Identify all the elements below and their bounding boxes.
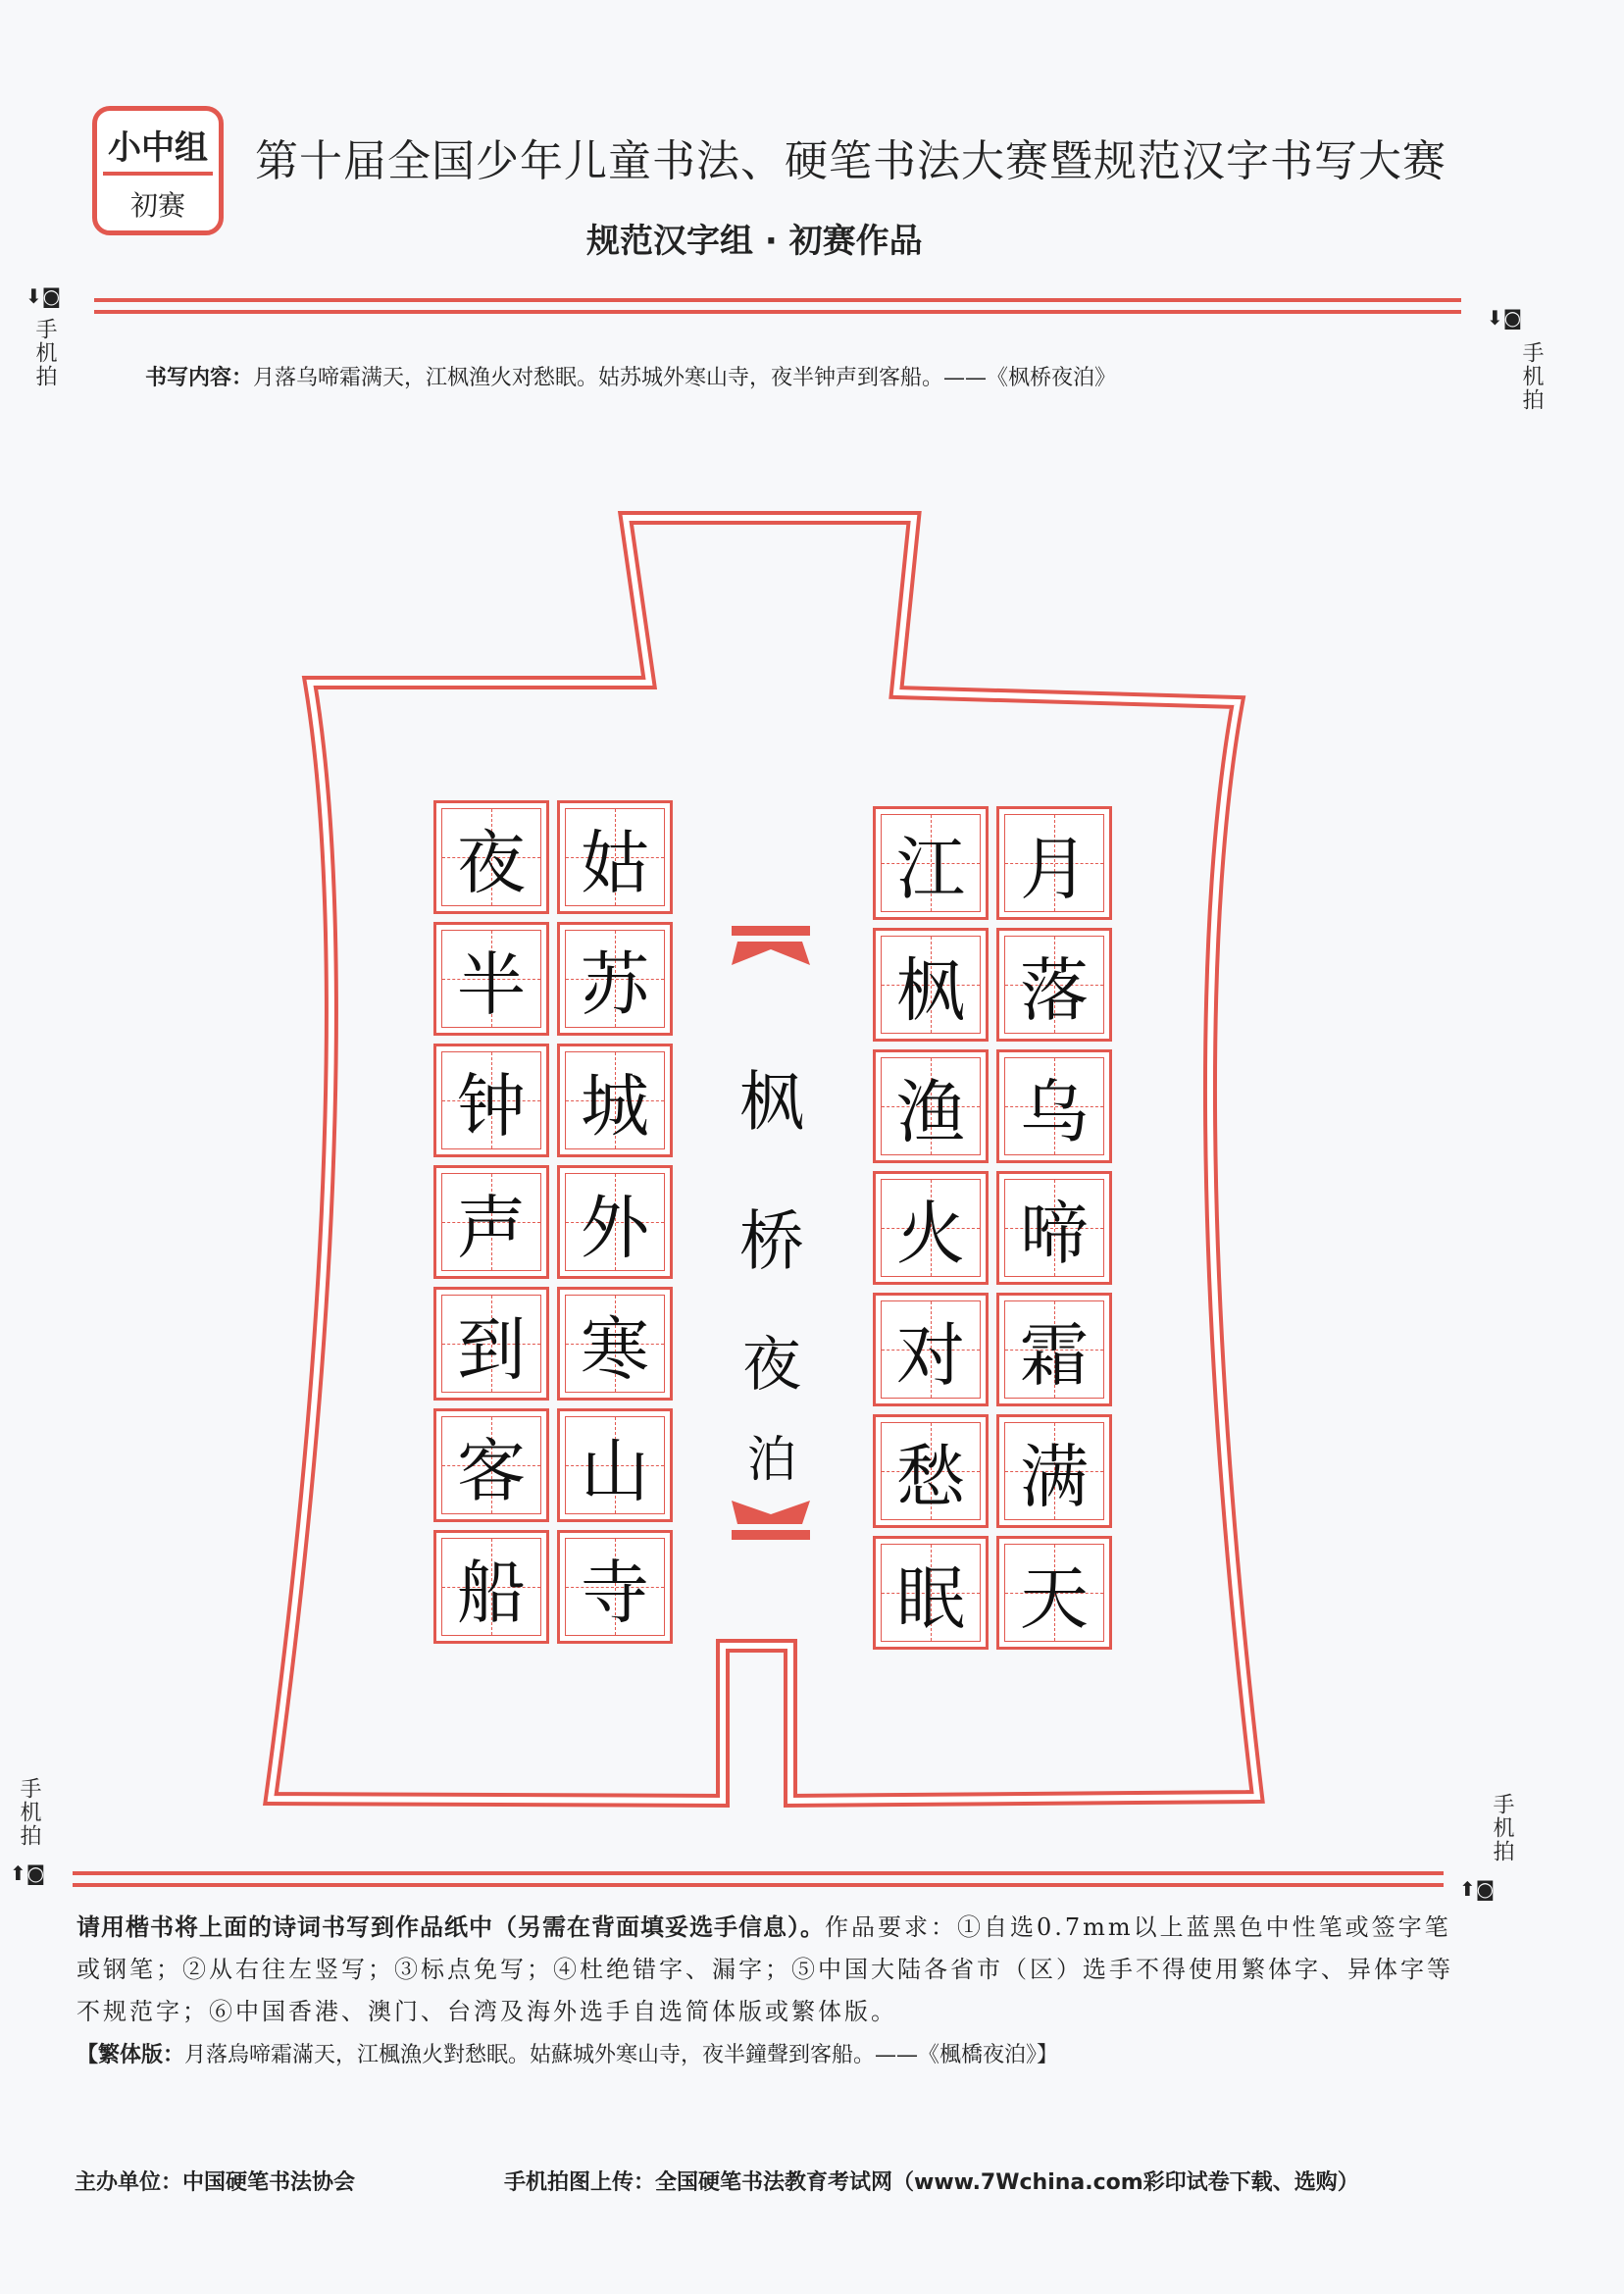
poem-char: 寒 xyxy=(581,1308,649,1390)
poem-cell xyxy=(557,1287,673,1401)
poem-cell xyxy=(433,1165,549,1279)
poem-char: 天 xyxy=(1020,1557,1089,1639)
work-title-char-3: 夜 xyxy=(742,1331,801,1400)
poem-cell xyxy=(433,1287,549,1401)
poem-cell xyxy=(873,928,989,1042)
poem-cell xyxy=(557,1530,673,1644)
poem-char: 城 xyxy=(581,1065,649,1147)
poem-cell xyxy=(557,922,673,1036)
work-title-char-4: 泊 xyxy=(747,1431,796,1488)
traditional-text: 月落烏啼霜滿天，江楓漁火對愁眠。姑蘇城外寒山寺，夜半鐘聲到客船。——《楓橋夜泊》】 xyxy=(184,2043,1059,2067)
poem-cell xyxy=(557,800,673,914)
upload-info: 手机拍图上传：全国硬笔书法教育考试网（www.7Wchina.com彩印试卷下载、选购） xyxy=(504,2170,1359,2195)
poem-char: 船 xyxy=(457,1552,526,1633)
side-label-bottom-left: 手机拍 xyxy=(17,1777,41,1848)
content-text: 月落乌啼霜满天，江枫渔火对愁眠。姑苏城外寒山寺，夜半钟声到客船。——《枫桥夜泊》 xyxy=(253,366,1117,390)
poem-cell xyxy=(557,1165,673,1279)
poem-cell xyxy=(996,928,1112,1042)
poem-char: 江 xyxy=(896,828,965,909)
traditional-version xyxy=(76,2038,1058,2068)
poem-cell xyxy=(557,1408,673,1522)
poem-char: 客 xyxy=(457,1430,526,1511)
work-title-char-1: 枫 xyxy=(739,1064,804,1140)
poem-char: 落 xyxy=(1020,949,1089,1031)
badge-group-label: 小中组 xyxy=(103,117,213,176)
poem-char: 钟 xyxy=(457,1065,526,1147)
poem-cell xyxy=(873,1049,989,1163)
poem-cell xyxy=(873,806,989,920)
poem-cell xyxy=(433,800,549,914)
organizer: 主办单位：中国硬笔书法协会 xyxy=(75,2170,356,2195)
side-label-top-left: 手机拍 xyxy=(32,318,57,388)
poem-cell xyxy=(873,1536,989,1650)
poem-char: 夜 xyxy=(457,822,526,903)
poem-char: 姑 xyxy=(581,822,649,903)
work-title-char-2: 桥 xyxy=(739,1203,804,1279)
poem-char: 声 xyxy=(457,1187,526,1268)
footer-divider-bottom xyxy=(73,1883,1444,1887)
poem-char: 满 xyxy=(1020,1436,1089,1517)
poem-cell xyxy=(996,1293,1112,1406)
poem-char: 霜 xyxy=(1020,1314,1089,1396)
camera-icon-top-right: ⬇◙ xyxy=(1487,306,1523,330)
poem-cell xyxy=(433,1044,549,1157)
poem-cell xyxy=(557,1044,673,1157)
poem-char: 外 xyxy=(581,1187,649,1268)
requirements-body: 作品要求：①自选0.7mm以上蓝黑色中性笔或签字笔或钢笔；②从右往左竖写；③标点免写；④杜绝错字、漏字；⑤中国大陆各省市（区）选手不得使用繁体字、异体字等不规范字；⑥中国香港、澳门、台湾及海外选手自选简体版或繁体版。 xyxy=(76,1913,1453,2025)
poem-char: 半 xyxy=(457,943,526,1025)
poem-char: 对 xyxy=(896,1314,965,1396)
poem-char: 月 xyxy=(1020,828,1089,909)
poem-cell xyxy=(996,1171,1112,1285)
poem-cell xyxy=(996,1414,1112,1528)
poem-char: 啼 xyxy=(1020,1193,1089,1274)
badge-stage-label: 初赛 xyxy=(129,189,185,222)
poem-char: 枫 xyxy=(896,949,965,1031)
page-title: 第十届全国少年儿童书法、硬笔书法大赛暨规范汉字书写大赛 xyxy=(255,136,1446,186)
poem-char: 山 xyxy=(581,1430,649,1511)
poem-char: 到 xyxy=(457,1308,526,1390)
poem-cell xyxy=(873,1171,989,1285)
poem-cell xyxy=(873,1414,989,1528)
requirements-text xyxy=(76,1907,1469,2033)
poem-char: 渔 xyxy=(896,1071,965,1152)
poem-cell xyxy=(996,1049,1112,1163)
poem-char: 火 xyxy=(896,1193,965,1274)
poem-char: 乌 xyxy=(1020,1071,1089,1152)
content-label: 书写内容： xyxy=(145,366,254,390)
poem-char: 苏 xyxy=(581,943,649,1025)
poem-char: 寺 xyxy=(581,1552,649,1633)
footer-divider-top xyxy=(73,1871,1444,1875)
poem-cell xyxy=(996,806,1112,920)
poem-char: 愁 xyxy=(896,1436,965,1517)
page-subtitle: 规范汉字组 · 初赛作品 xyxy=(586,222,923,261)
camera-icon-top-left: ⬇◙ xyxy=(25,284,62,308)
camera-icon-bottom-right: ⬆◙ xyxy=(1459,1877,1496,1901)
side-label-top-right: 手机拍 xyxy=(1519,341,1544,412)
poem-cell xyxy=(873,1293,989,1406)
requirements-lead: 请用楷书将上面的诗词书写到作品纸中（另需在背面填妥选手信息）。 xyxy=(76,1913,825,1941)
poem-char: 眠 xyxy=(896,1557,965,1639)
traditional-label: 【繁体版： xyxy=(76,2042,185,2067)
poem-cell xyxy=(996,1536,1112,1650)
camera-icon-bottom-left: ⬆◙ xyxy=(10,1861,46,1885)
poem-cell xyxy=(433,1530,549,1644)
poem-cell xyxy=(433,922,549,1036)
side-label-bottom-right: 手机拍 xyxy=(1490,1793,1514,1863)
poem-cell xyxy=(433,1408,549,1522)
